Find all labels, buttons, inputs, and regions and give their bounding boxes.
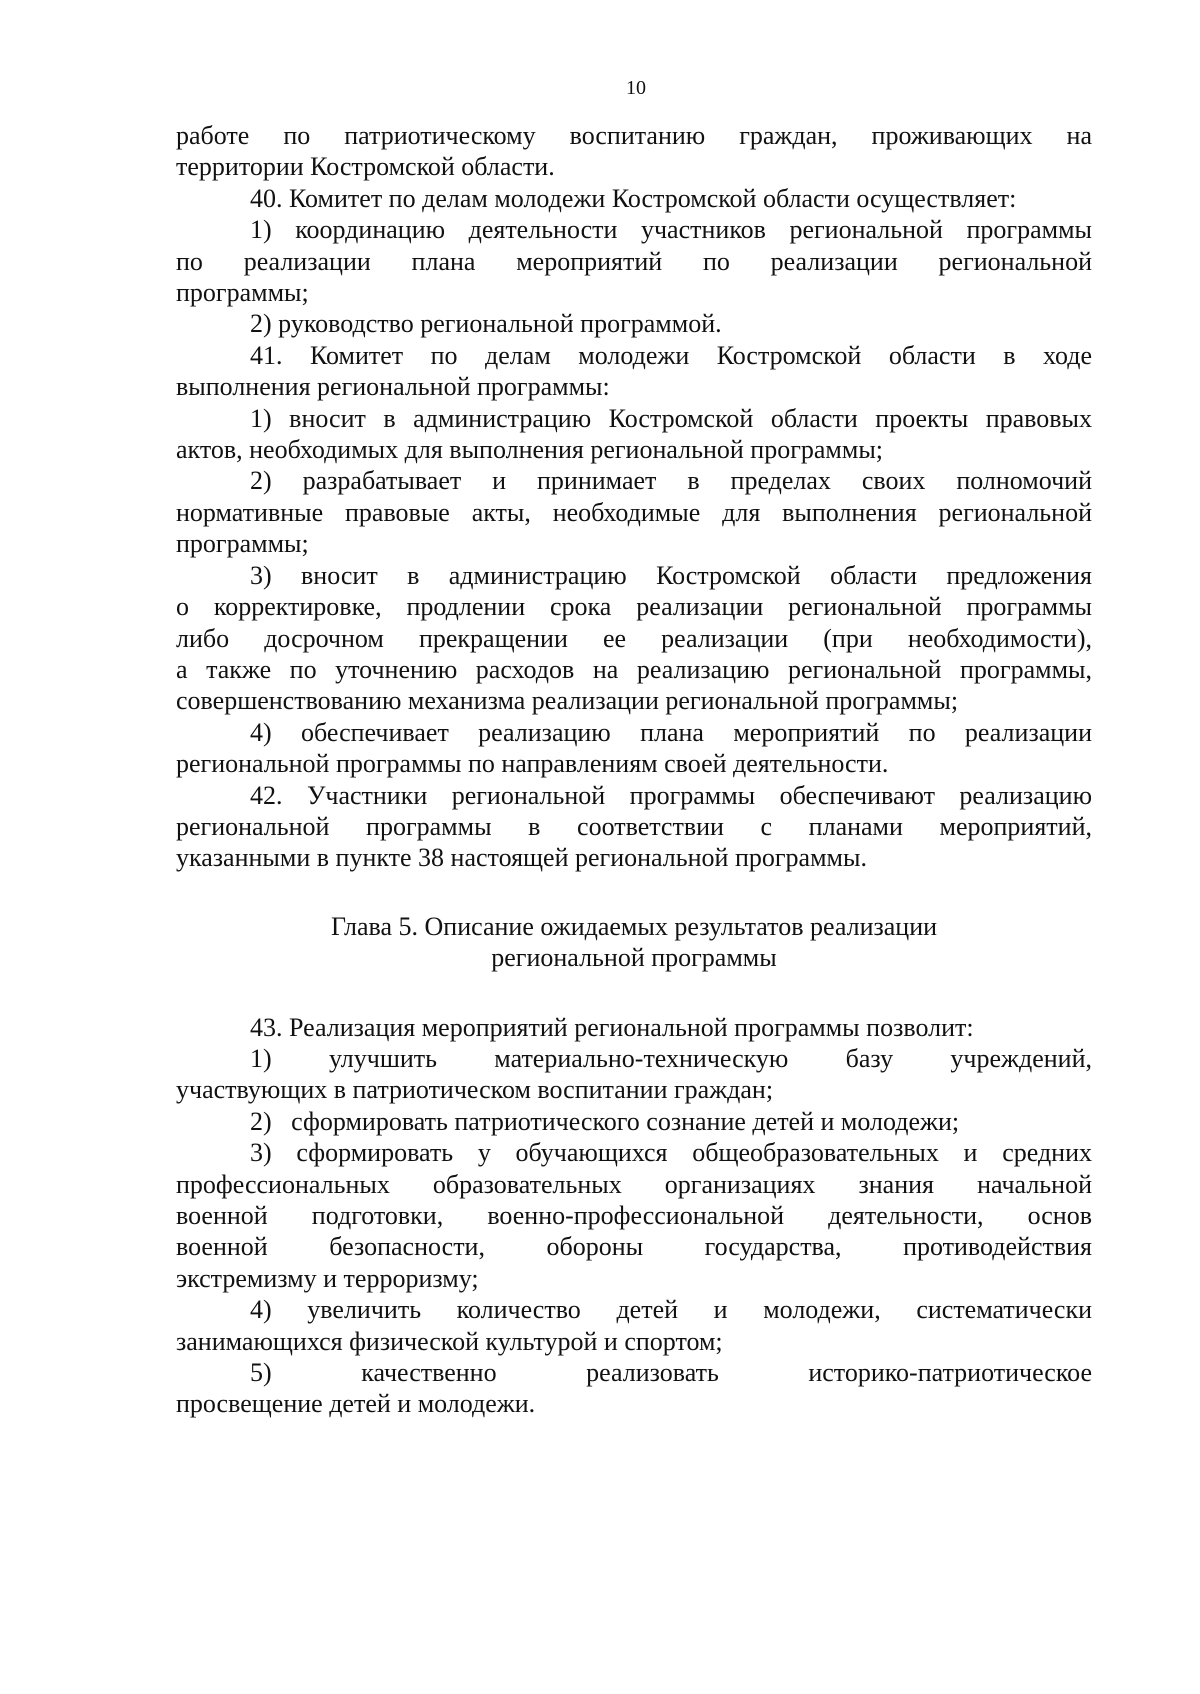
text-line: программы; [176, 529, 309, 559]
text-line: 1) улучшить материально-техническую базу учреждений, [250, 1043, 1092, 1073]
text-line: региональной программы в соответствии с планами мероприятий, [176, 811, 1092, 841]
paragraph-40-item-2: 2) руководство региональной программой. [250, 309, 722, 339]
paragraph-41-item-4 [176, 717, 1092, 780]
text-line: а также по уточнению расходов на реализацию региональной программы, [176, 654, 1092, 684]
text-line: 4) обеспечивает реализацию плана мероприятий по реализации [250, 717, 1092, 747]
chapter-heading [176, 911, 1092, 974]
text-line: 2) сформировать патриотического сознание детей и молодежи; [250, 1106, 960, 1136]
text-line: 4) увеличить количество детей и молодежи, систематически [250, 1295, 1092, 1325]
text-line: военной подготовки, военно-профессиональной деятельности, основ [176, 1201, 1092, 1230]
text-line: 3) сформировать у обучающихся общеобразовательных и средних [250, 1138, 1092, 1168]
results-item-3 [176, 1137, 1092, 1294]
text-line: либо досрочном прекращении ее реализации (при необходимости), [176, 623, 1092, 653]
text-line: территории Костромской области. [176, 152, 555, 182]
paragraph-42 [176, 780, 1092, 874]
results-item-4 [176, 1294, 1092, 1357]
paragraph-43: 43. Реализация мероприятий региональной программы позволит: [250, 1012, 974, 1042]
text-line: 1) координацию деятельности участников региональной программы [250, 215, 1092, 245]
text-line: 42. Участники региональной программы обеспечивают реализацию [250, 780, 1092, 810]
results-item-2 [176, 1106, 1092, 1137]
paragraph-41-item-1 [176, 403, 1092, 466]
text-line: 1) вносит в администрацию Костромской области проекты правовых [250, 403, 1092, 433]
text-line: экстремизму и терроризму; [176, 1263, 479, 1293]
text-line: нормативные правовые акты, необходимые для выполнения региональной [176, 497, 1092, 527]
paragraph-continuation [176, 120, 1092, 183]
paragraph-41 [176, 340, 1092, 403]
chapter-heading-line: Глава 5. Описание ожидаемых результатов реализации [330, 911, 938, 941]
text-line: региональной программы по направлениям своей деятельности. [176, 749, 889, 779]
text-line: совершенствованию механизма реализации региональной программы; [176, 686, 959, 716]
text-line: военной безопасности, обороны государства, противодействия [176, 1232, 1092, 1262]
text-line: 5) качественно реализовать историко-патриотическое [250, 1358, 1092, 1388]
text-line: профессиональных образовательных организациях знания начальной [176, 1169, 1092, 1199]
paragraph-40-item-1 [176, 214, 1092, 308]
text-line: просвещение детей и молодежи. [176, 1389, 536, 1419]
results-item-5 [176, 1357, 1092, 1420]
text-line: 3) вносит в администрацию Костромской области предложения [250, 560, 1092, 590]
text-line: работе по патриотическому воспитанию граждан, проживающих на [176, 121, 1092, 150]
paragraph-40: 40. Комитет по делам молодежи Костромской области осуществляет: [250, 183, 1017, 213]
text-line: программы; [176, 278, 309, 308]
text-line: выполнения региональной программы: [176, 372, 610, 402]
text-line: актов, необходимых для выполнения региональной программы; [176, 435, 884, 465]
text-line: занимающихся физической культурой и спортом; [176, 1326, 723, 1356]
text-line: участвующих в патриотическом воспитании граждан; [176, 1075, 774, 1105]
results-item-1 [176, 1043, 1092, 1106]
chapter-heading-line: региональной программы [491, 943, 777, 973]
text-line: 41. Комитет по делам молодежи Костромской области в ходе [250, 340, 1092, 370]
paragraph-41-item-3 [176, 560, 1092, 717]
text-line: указанными в пункте 38 настоящей региональной программы. [176, 843, 867, 873]
paragraph-41-item-2 [176, 465, 1092, 559]
text-line: о корректировке, продлении срока реализации региональной программы [176, 592, 1092, 622]
page-number: 10 [626, 77, 646, 99]
text-line: 2) разрабатывает и принимает в пределах своих полномочий [250, 466, 1092, 496]
document-body [176, 120, 1092, 1420]
text-line: по реализации плана мероприятий по реализации региональной [176, 246, 1092, 276]
